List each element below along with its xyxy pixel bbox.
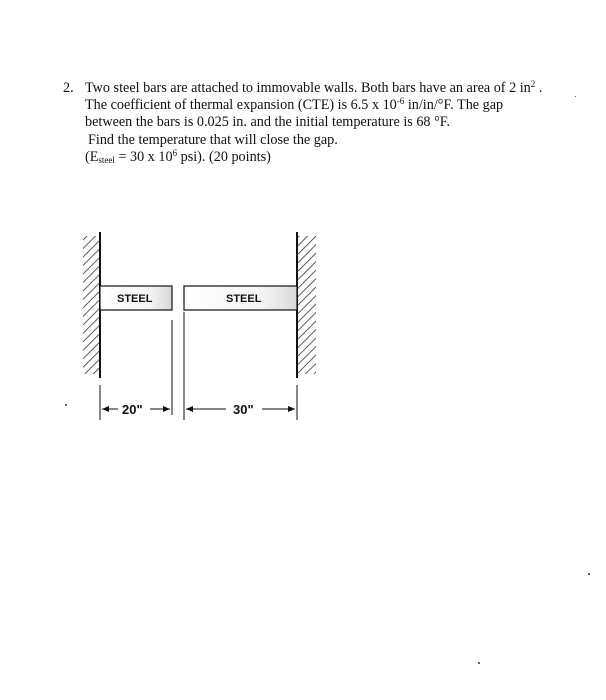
scan-speck xyxy=(575,96,576,97)
left-length-label: 20" xyxy=(122,402,143,417)
gap-extension-lines xyxy=(172,312,184,420)
problem-line-5: ($E_{steel} = 30$ x $10^6$ psi). (20 points) xyxy=(85,147,271,165)
right-bar-label: STEEL xyxy=(226,293,262,305)
problem-line-4: Find the temperature that will close the gap. xyxy=(88,131,338,148)
problem-line-2: The coefficient of thermal expansion (CTE) is 6.5 x $10^{-6}$ in/in/°F. The gap xyxy=(85,96,504,114)
scan-speck xyxy=(588,573,590,575)
scan-speck xyxy=(478,662,480,664)
left-wall xyxy=(83,232,100,378)
right-length-label: 30" xyxy=(233,402,254,417)
problem-line-1: Two steel bars are attached to immovable walls. Both bars have an area of 2 $in^2$ . xyxy=(85,79,543,96)
dimension-left xyxy=(100,385,170,420)
problem-line-3: between the bars is 0.025 in. and the initial temperature is 68 °F. xyxy=(85,114,451,131)
left-steel-bar xyxy=(100,286,172,310)
left-bar-label: STEEL xyxy=(117,293,153,305)
problem-number: 2. xyxy=(63,80,74,96)
right-wall xyxy=(297,232,316,378)
dimension-right xyxy=(186,385,297,420)
scan-speck xyxy=(65,404,67,406)
right-steel-bar xyxy=(184,286,297,310)
